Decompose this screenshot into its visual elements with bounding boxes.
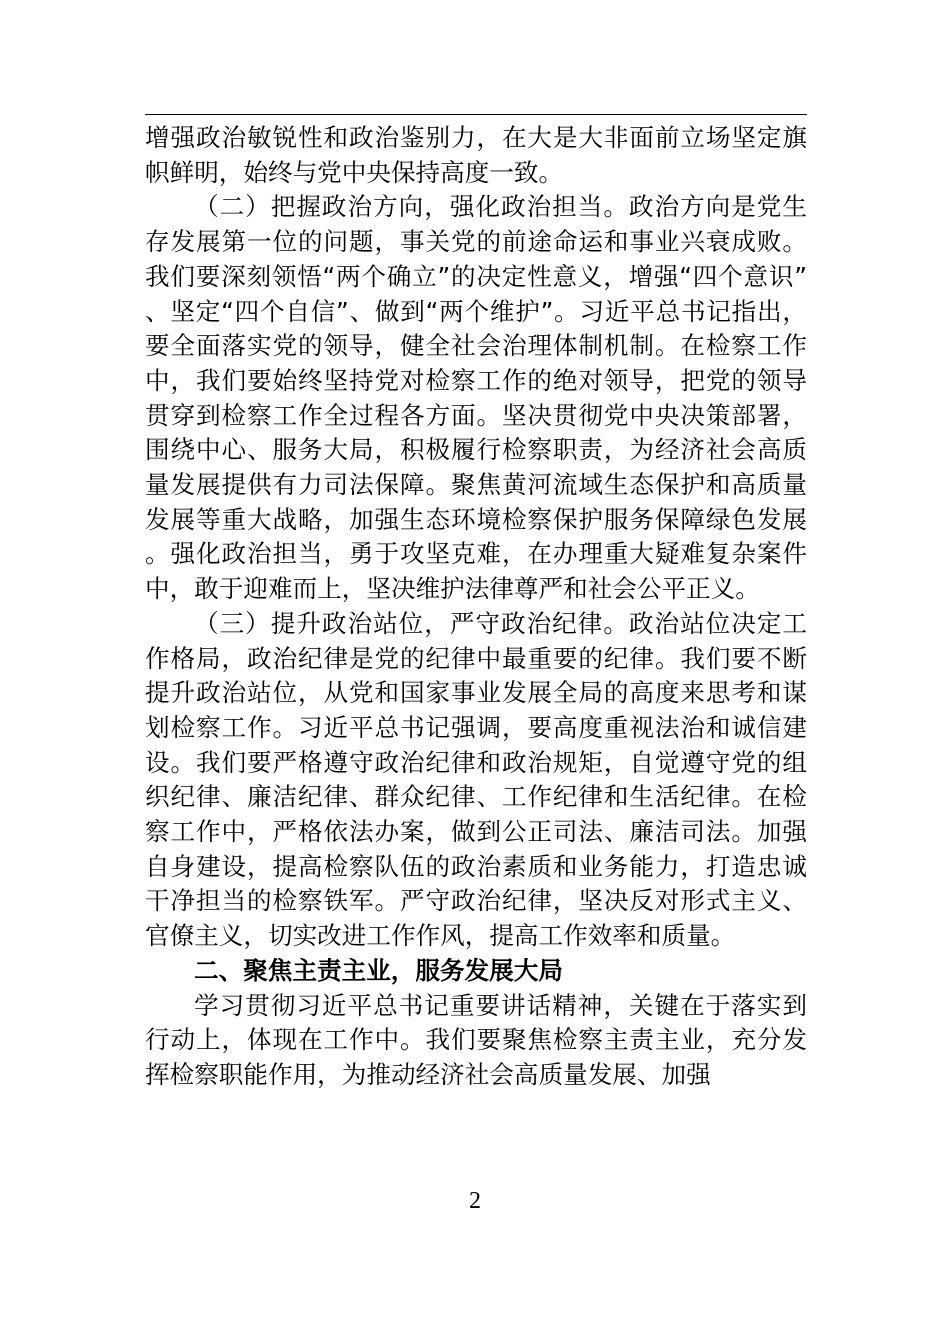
paragraph-section-3: （三）提升政治站位，严守政治纪律。政治站位决定工作格局，政治纪律是党的纪律中最重要的纪律。我们要不断提升政治站位，从党和国家事业发展全局的高度来思考和谋划检察工作。习近平总书记强调，要高度重视法治和诚信建设。我们要严格遵守政治纪律和政治规矩，自觉遵守党的组织纪律、廉洁纪律、群众纪律、工作纪律和生活纪律。在检察工作中，严格依法办案，做到公正司法、廉洁司法。加强自身建设，提高检察队伍的政治素质和业务能力，打造忠诚干净担当的检察铁军。严守政治纪律，坚决反对形式主义、官僚主义，切实改进工作作风，提高工作效率和质量。 (145, 608, 807, 951)
document-body (145, 121, 807, 1093)
page-number: 2 (469, 1188, 481, 1214)
section-heading: 二、聚焦主责主业，服务发展大局 (194, 955, 563, 985)
paragraph-section-2: （二）把握政治方向，强化政治担当。政治方向是党生存发展第一位的问题，事关党的前途命运和事业兴衰成败。我们要深刻领悟“两个确立”的决定性意义，增强“四个意识”、坚定“四个自信”、做到“两个维护”。习近平总书记指出，要全面落实党的领导，健全社会治理体制机制。在检察工作中，我们要始终坚持党对检察工作的绝对领导，把党的领导贯穿到检察工作全过程各方面。坚决贯彻党中央决策部署，围绕中心、服务大局，积极履行检察职责，为经济社会高质量发展提供有力司法保障。聚焦黄河流域生态保护和高质量发展等重大战略，加强生态环境检察保护服务保障绿色发展。强化政治担当，勇于攻坚克难，在办理重大疑难复杂案件中，敢于迎难而上，坚决维护法律尊严和社会公平正义。 (145, 192, 807, 604)
paragraph-intro: 学习贯彻习近平总书记重要讲话精神，关键在于落实到行动上，体现在工作中。我们要聚焦检察主责主业，充分发挥检察职能作用，为推动经济社会高质量发展、加强 (145, 990, 807, 1089)
header-rule (145, 114, 807, 115)
paragraph-continuation: 增强政治敏锐性和政治鉴别力，在大是大非面前立场坚定旗帜鲜明，始终与党中央保持高度一致。 (145, 123, 807, 187)
